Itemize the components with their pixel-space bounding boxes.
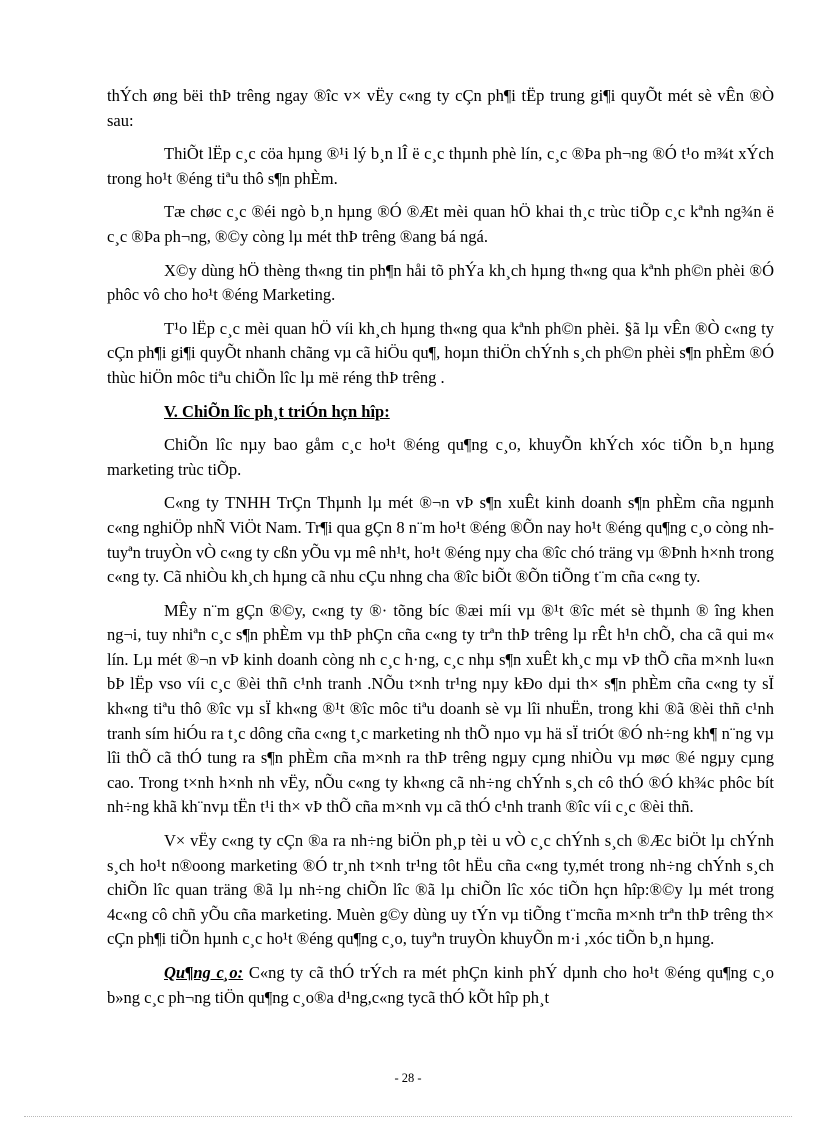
paragraph-market-situation: MÊy n¨m gÇn ®©y, c«ng ty ®· tõng bíc ®æi míi vµ ®¹t ®îc mét sè thµnh ® îng khen ng¬i, tuy nhiªn c¸c s¶n phÈm vµ thÞ phÇn cña c«ng ty trªn thÞ trêng lµ rÊt h¹n chÕ, cha cã qui m« lín. Lµ mét ®¬n vÞ kinh doanh còng nh c¸c h·ng, c¸c nhµ s¶n xuÊt kh¸c mµ vÞ thÕ cña m×nh lu«n bÞ lËp vso víi c¸c ®èi thñ c¹nh tranh .NÕu t×nh tr¹ng nµy kÐo dµi th× s¶n phÈm cña c«ng ty sÏ kh«ng tiªu thô ®îc vµ sÏ kh«ng ®¹t ®îc môc tiªu doanh sè vµ lîi nhuËn, trong khi ®ã ®èi thñ c¹nh tranh sím hiÓu ra t¸c dông cña c«ng t¸c marketing nh thÕ nµo vµ hä sÏ triÓt ®Ó nh÷ng kh¶ n¨ng vµ lîi thÕ cã thÓ tung ra s¶n phÈm cña m×nh ra thÞ trêng ngµy cµng nhiÒu vµ møc ®é ngµy cµng cao. Trong t×nh h×nh nh vËy, nÕu c«ng ty kh«ng cã nh÷ng chÝnh s¸ch cô thÓ ®Ó kh¾c phôc bít nh÷ng khã kh¨nvµ tËn t¹i th× vÞ thÕ cña m×nh vµ cã thÓ c¹nh tranh ®îc víi c¸c ®èi thñ. xyxy=(107,600,774,817)
page-bottom-divider xyxy=(24,1116,792,1117)
paragraph-solutions: V× vËy c«ng ty cÇn ®a ra nh÷ng biÖn ph¸p tèi u vÒ c¸c chÝnh s¸ch ®Æc biÖt lµ chÝnh s¸ch ho¹t n®oong marketing ®Ó tr¸nh t×nh tr¹ng tôt hËu cña c«ng ty,mét trong nh÷ng chÝnh s¸ch chiÕn lîc quan träng ®ã lµ nh÷ng chiÕn lîc ®ã lµ chiÕn lîc xóc tiÕn hçn hîp:®©y lµ mét trong 4c«ng cô chñ yÕu cña marketing. Muèn g©y dùng uy tÝn vµ tiÕng t¨mcña m×nh trªn thÞ trêng th× cÇn ph¶i tiÕn hµnh c¸c ho¹t ®éng qu¶ng c¸o, tuyªn truyÒn khuyÕn m·i ,xóc tiÕn b¸n hµng. xyxy=(107,831,774,949)
paragraph-continuation: thÝch øng bëi thÞ trêng ngay ®îc v× vËy c«ng ty cÇn ph¶i tËp trung gi¶i quyÕt mét sè vÊn ®Ò sau: xyxy=(107,86,774,130)
section-heading xyxy=(107,400,774,425)
advertising-text: C«ng ty cã thÓ trÝch ra mét phÇn kinh phÝ dµnh cho ho¹t ®éng qu¶ng c¸o b»ng c¸c ph¬ng tiÖn qu¶ng c¸o®a d¹ng,c«ng tycã thÓ kÕt hîp ph¸t xyxy=(107,963,774,1007)
paragraph-retail-network: ThiÕt lËp c¸c cöa hµng ®¹i lý b¸n lÎ ë c¸c thµnh phè lín, c¸c ®Þa ph¬ng ®Ó t¹o m¾t xÝch trong ho¹t ®éng tiªu thô s¶n phÈm. xyxy=(107,144,774,188)
page-number: - 28 - xyxy=(394,1071,422,1085)
paragraph-feedback-system: X©y dùng hÖ thèng th«ng tin ph¶n håi tõ phÝa kh¸ch hµng th«ng qua kªnh ph©n phèi ®Ó phôc vô cho ho¹t ®éng Marketing. xyxy=(107,260,774,305)
paragraph-customer-relations: T¹o lËp c¸c mèi quan hÖ víi kh¸ch hµng th«ng qua kªnh ph©n phèi. §ã lµ vÊn ®Ò c«ng ty cÇn ph¶i gi¶i quyÕt nhanh chãng vµ cã hiÖu qu¶, hoµn thiÖn chÝnh s¸ch ph©n phèi s¶n phÈm ®Ó thùc hiÖn môc tiªu chiÕn lîc lµ më réng thÞ trêng . xyxy=(107,318,774,387)
paragraph-advertising xyxy=(107,961,774,1010)
paragraph-strategy-intro: ChiÕn lîc nµy bao gåm c¸c ho¹t ®éng qu¶ng c¸o, khuyÕn khÝch xóc tiÕn b¸n hµng marketing trùc tiÕp. xyxy=(107,435,774,479)
paragraph-sales-team: Tæ chøc c¸c ®éi ngò b¸n hµng ®Ó ®Æt mèi quan hÖ khai th¸c trùc tiÕp c¸c kªnh ng¾n ë c¸c ®Þa ph¬ng, ®©y còng lµ mét thÞ trêng ®ang bá ngá. xyxy=(107,202,774,246)
paragraph-company-overview: C«ng ty TNHH TrÇn Thµnh lµ mét ®¬n vÞ s¶n xuÊt kinh doanh s¶n phÈm cña ngµnh c«ng nghiÖp nhÑ ViÖt Nam. Tr¶i qua gÇn 8 n¨m ho¹t ®éng ®Õn nay ho¹t ®éng qu¶ng c¸o còng nh tuyªn truyÒn vÒ c«ng ty cßn yÕu vµ mê nh¹t, ho¹t ®éng nµy cha ®îc chó träng vµ ®Þnh h×nh trong c«ng ty. Cã nhiÒu kh¸ch hµng cã nhu cÇu nhng cha ®îc biÕt ®Õn tiÕng t¨m cña c«ng ty. xyxy=(107,493,774,587)
advertising-lead: Qu¶ng c¸o: xyxy=(164,963,244,982)
page-body xyxy=(107,84,774,1019)
section-heading-text: V. ChiÕn lîc ph¸t triÓn hçn hîp: xyxy=(164,401,390,421)
